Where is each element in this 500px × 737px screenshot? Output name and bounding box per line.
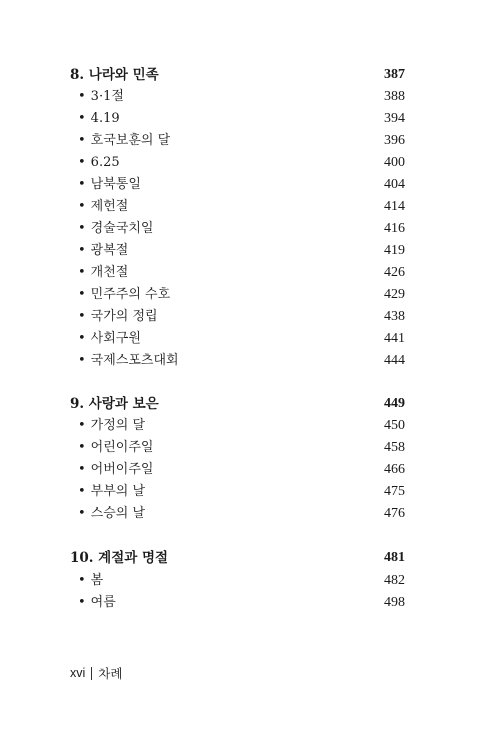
section-page-number: 449 [384,396,405,411]
toc-item[interactable] [70,284,405,306]
toc-item-label: • 봄 [70,570,103,592]
toc-item[interactable] [70,481,405,503]
toc-item[interactable] [70,130,405,152]
toc-item-page-number: 396 [384,133,405,148]
toc-item-page-number: 388 [384,89,405,104]
toc-item-page-number: 414 [384,199,405,214]
toc-item-label: • 제헌절 [70,196,128,218]
toc-item[interactable] [70,570,405,592]
toc-item-page-number: 429 [384,287,405,302]
section-title: 9. 사랑과 보은 [70,396,159,412]
toc-item-label: • 가정의 달 [70,415,145,437]
toc-item-label: • 사회구원 [70,328,141,350]
toc-item-page-number: 475 [384,484,405,499]
toc-item[interactable] [70,196,405,218]
toc-item-page-number: 438 [384,309,405,324]
toc-item-label: • 남북통일 [70,174,141,196]
toc-item-label: • 어버이주일 [70,459,153,481]
toc-item-page-number: 426 [384,265,405,280]
toc-item[interactable] [70,415,405,437]
toc-item-label: • 국제스포츠대회 [70,350,179,372]
toc-item[interactable] [70,592,405,614]
toc-item[interactable] [70,459,405,481]
toc-item-page-number: 419 [384,243,405,258]
toc-item-label: • 경술국치일 [70,218,153,240]
toc-item[interactable] [70,503,405,525]
toc-item[interactable] [70,174,405,196]
toc-item-label: • 3·1절 [70,86,124,108]
toc-item[interactable] [70,240,405,262]
toc-item-page-number: 466 [384,462,405,477]
toc-item[interactable] [70,262,405,284]
toc-item-label: • 스승의 날 [70,503,145,525]
toc-item[interactable] [70,152,405,174]
toc-item[interactable] [70,328,405,350]
toc-item[interactable] [70,350,405,372]
toc-item-label: • 국가의 정립 [70,306,158,328]
section-page-number: 387 [384,67,405,82]
section-title: 8. 나라와 민족 [70,67,159,83]
toc-item-page-number: 441 [384,331,405,346]
toc-item-label: • 여름 [70,592,116,614]
toc-item[interactable] [70,306,405,328]
toc-item[interactable] [70,437,405,459]
toc-item-label: • 호국보훈의 달 [70,130,170,152]
page-footer [70,664,122,682]
section-page-number: 481 [384,550,405,565]
toc-item-page-number: 416 [384,221,405,236]
toc-item-page-number: 450 [384,418,405,433]
toc-item-label: • 6.25 [70,152,120,174]
toc-section-heading[interactable] [70,64,405,86]
toc-item-label: • 부부의 날 [70,481,145,503]
toc-item-label: • 4.19 [70,108,120,130]
toc-item-page-number: 482 [384,573,405,588]
toc-item[interactable] [70,218,405,240]
toc-item-page-number: 458 [384,440,405,455]
toc-item-page-number: 498 [384,595,405,610]
toc-section-heading[interactable] [70,393,405,415]
toc-item-page-number: 476 [384,506,405,521]
section-title: 10. 계절과 명절 [70,550,169,566]
toc-item-page-number: 394 [384,111,405,126]
toc-item-label: • 광복절 [70,240,128,262]
toc-item-label: • 민주주의 수호 [70,284,170,306]
toc-item-page-number: 404 [384,177,405,192]
toc-item-page-number: 400 [384,155,405,170]
footer-title: 차례 [98,667,123,681]
toc-item[interactable] [70,86,405,108]
toc-item[interactable] [70,108,405,130]
toc-item-label: • 어린이주일 [70,437,153,459]
footer-page-number: xvi [70,666,86,680]
toc-item-page-number: 444 [384,353,405,368]
toc-item-label: • 개천절 [70,262,128,284]
toc-section-heading[interactable] [70,547,405,569]
footer-divider [91,667,92,680]
